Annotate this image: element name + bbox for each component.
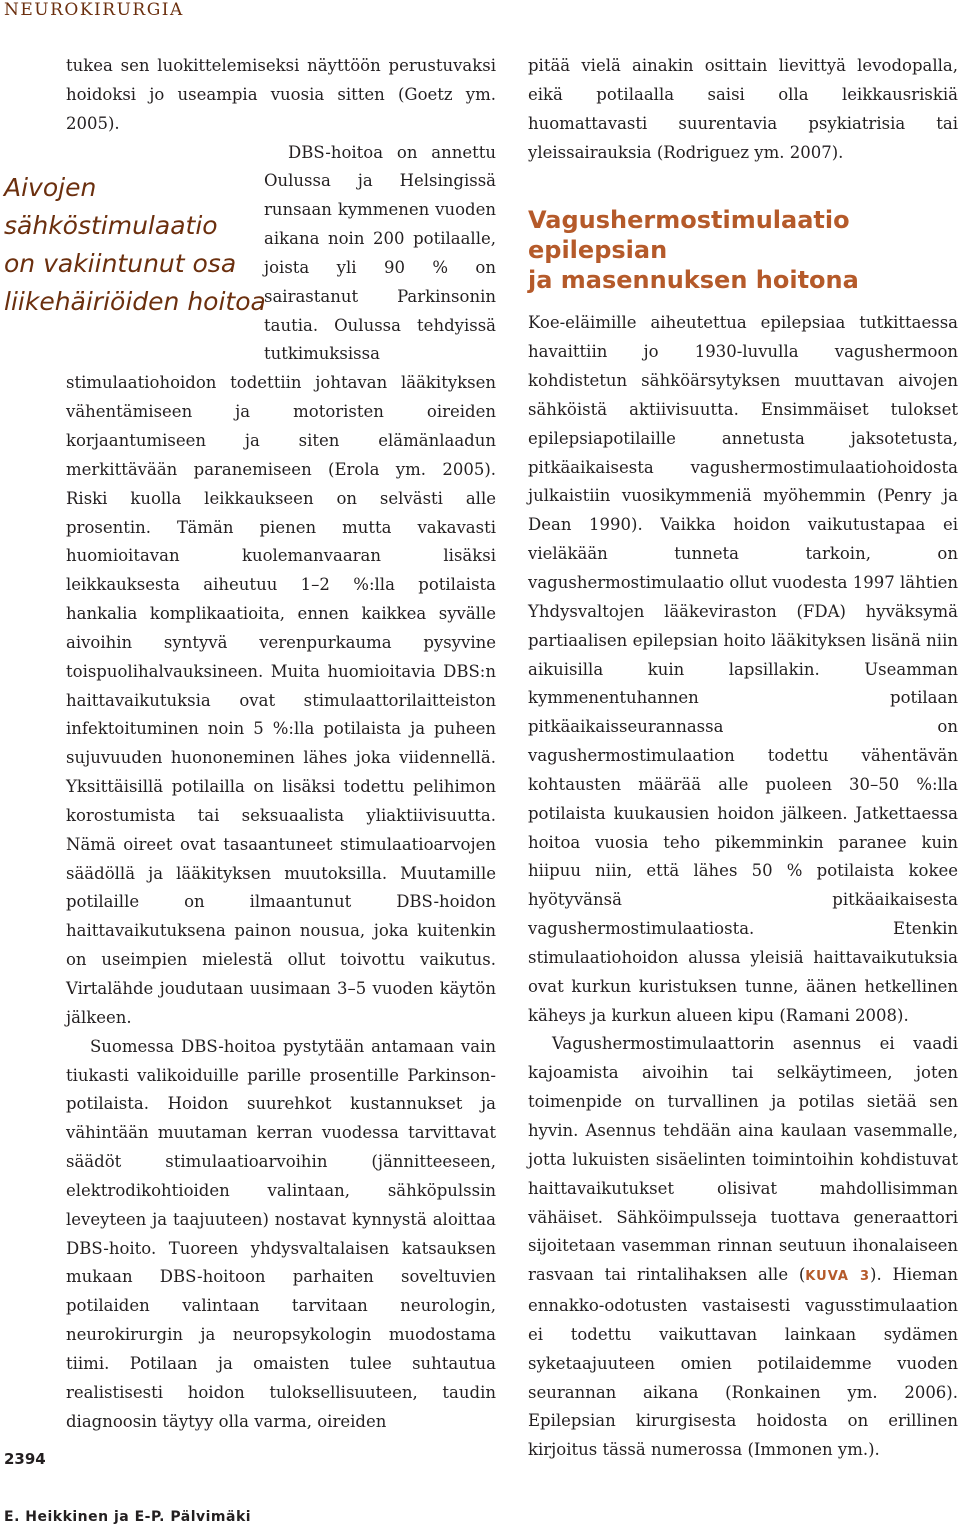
section-heading-line: Vagushermostimulaatio epilepsian: [528, 206, 850, 265]
pull-quote-container: [0, 139, 264, 354]
paragraph: Suomessa DBS-hoitoa pystytään antamaan vain tiukasti valikoiduille parille prosentille Parkinson-potilaista. Hoidon suurehkot kustannukset ja vähintään muutaman kerran vuodessa tarvittavat säädöt stimulaatioarvoihin (jännitteeseen, elektrodikohtioiden valintaan, sähköpulssin leveyteen ja taajuuteen) nostavat kynnystä aloittaa DBS-hoito. Tuoreen yhdysvaltalaisen katsauksen mukaan DBS-hoitoon parhaiten soveltuvien potilaiden valintaan tarvitaan neurologin, neurokirurgin ja neuropsykologin muodostama tiimi. Potilaan ja omaisten tulee suhtautua realistisesti hoidon tuloksellisuuteen, taudin diagnoosin täytyy olla varma, oireiden: [66, 1036, 496, 1431]
pull-quote-line: sähköstimulaatio: [4, 210, 218, 240]
section-label: NEUROKIRURGIA: [4, 0, 184, 20]
paragraph-text: Vagushermostimulaattorin asennus ei vaadi kajoamista aivoihin tai selkäytimeen, joten toimenpide on turvallinen ja potilas sietää sen hyvin. Asennus tehdään aina kaulaan vasemmalle, jotta lukuisten sisäelinten toimintoihin kohdistuvat haittavaikutukset olisivat mahdollisimman vähäiset. Sähköimpulsseja tuottava generaattori sijoitetaan vasemman rinnan seutuun ihonalaiseen rasvaan tai rintalihaksen alle (: [528, 1034, 958, 1285]
paragraph: DBS-hoitoa on annettu Oulussa ja Helsingissä runsaan kymmenen vuoden aikana noin 200 potilaalle, joista yli 90 % on sairastanut Parkinsonin tautia. Oulussa tehdyissä tutkimuksissa stimulaatiohoidon todettiin johtavan lääkityksen vähentämiseen ja motoristen oireiden korjaantumiseen ja siten elämänlaadun merkittävään paranemiseen (Erola ym. 2005). Riski kuolla leikkaukseen on selvästi alle prosentin. Tämän pienen mutta vakavasti huomioitavan kuolemanvaaran lisäksi leikkauksesta aiheutuu 1–2 %:lla potilaista hankalia komplikaatioita, ennen kaikkea syvälle aivoihin syntyvä verenpurkauma pysyvine toispuolihalvauksineen. Muita huomioitavia DBS:n haittavaikutuksia ovat stimulaattorilaitteiston infektoituminen noin 5 %:lla potilaista ja puheen sujuvuuden huononeminen lähes joka viidennellä. Yksittäisillä potilailla on lisäksi todettu pelihimon korostumista tai seksuaalista yliaktiivisuutta. Nämä oireet ovat tasaantuneet stimulaatioarvojen säädöllä ja lääkityksen muutoksilla. Muutamille potilaille on ilmaantunut DBS-hoidon haittavaikutuksena painon nousua, joka kuitenkin on useimpien mielestä ollut toivottu vaikutus. Virtalähde joudutaan uusimaan 3–5 vuoden käytön jälkeen.: [66, 142, 496, 1027]
paragraph: [528, 1030, 958, 1465]
paragraph: tukea sen luokittelemiseksi näyttöön perustuvaksi hoidoksi jo useampia vuosia sitten (Goetz ym. 2005).: [66, 56, 496, 133]
paragraph: pitää vielä ainakin osittain lievittyä levodopalla, eikä potilaalla saisi olla leikkausriskiä huomattavasti suurentavia psykiatrisia tai yleissairauksia (Rodriguez ym. 2007).: [528, 56, 958, 162]
section-heading-line: ja masennuksen hoitona: [528, 266, 859, 295]
right-column: [528, 52, 958, 1465]
pull-quote-line: liikehäiriöiden hoitoa: [4, 286, 266, 316]
page-number: 2394: [4, 1450, 46, 1468]
section-heading: [528, 205, 958, 295]
left-column: [4, 52, 496, 1437]
paragraph-text: ). Hieman ennakko-odotusten vastaisesti vagusstimulaation ei todettu vaikuttavan lainkaan sydämen syketaajuuteen omien potilaidemme vuoden seurannan aikana (Ronkainen ym. 2006). Epilepsian kirurgisesta hoidosta on erillinen kirjoitus tässä numerossa (Immonen ym.).: [528, 1265, 958, 1460]
pull-quote-line: Aivojen: [4, 172, 97, 202]
figure-reference[interactable]: KUVA 3: [805, 1269, 871, 1285]
pull-quote: [4, 169, 304, 321]
paragraph: Koe-eläimille aiheutettua epilepsiaa tutkittaessa havaittiin jo 1930-luvulla vagushermoon kohdistetun sähköärsytyksen muuttavan aivojen sähköistä aktiivisuutta. Ensimmäiset tulokset epilepsiapotilaille annetusta jaksotetusta, pitkäaikaisesta vagushermostimulaatiohoidosta julkaistiin vuosikymmeniä myöhemmin (Penry ja Dean 1990). Vaikka hoidon vaikutustapaa ei vieläkään tunneta tarkoin, on vagushermostimulaatio ollut vuodesta 1997 lähtien Yhdysvaltojen lääkeviraston (FDA) hyväksymä partiaalisen epilepsian hoito lääkityksen lisänä niin aikuisilla kuin lapsillakin. Useamman kymmenentuhannen potilaan pitkäaikaisseurannassa on vagushermostimulaation todettu vähentävän kohtausten määrää alle puoleen 30–50 %:lla potilaista kuukausien hoidon jälkeen. Jatkettaessa hoitoa vuosia teho pikemminkin paranee kuin hiipuu niin, että lähes 50 % potilaista kokee hyötyvänsä pitkäaikaisesta vagushermostimulaatiosta. Etenkin stimulaatiohoidon alussa yleisiä haittavaikutuksia ovat kurkun kuristuksen tunne, äänen hetkellinen käheys ja kurkun alueen kipu (Ramani 2008).: [528, 313, 959, 1025]
author-credit: E. Heikkinen ja E-P. Pälvimäki: [4, 1509, 252, 1525]
pull-quote-line: on vakiintunut osa: [4, 248, 237, 278]
